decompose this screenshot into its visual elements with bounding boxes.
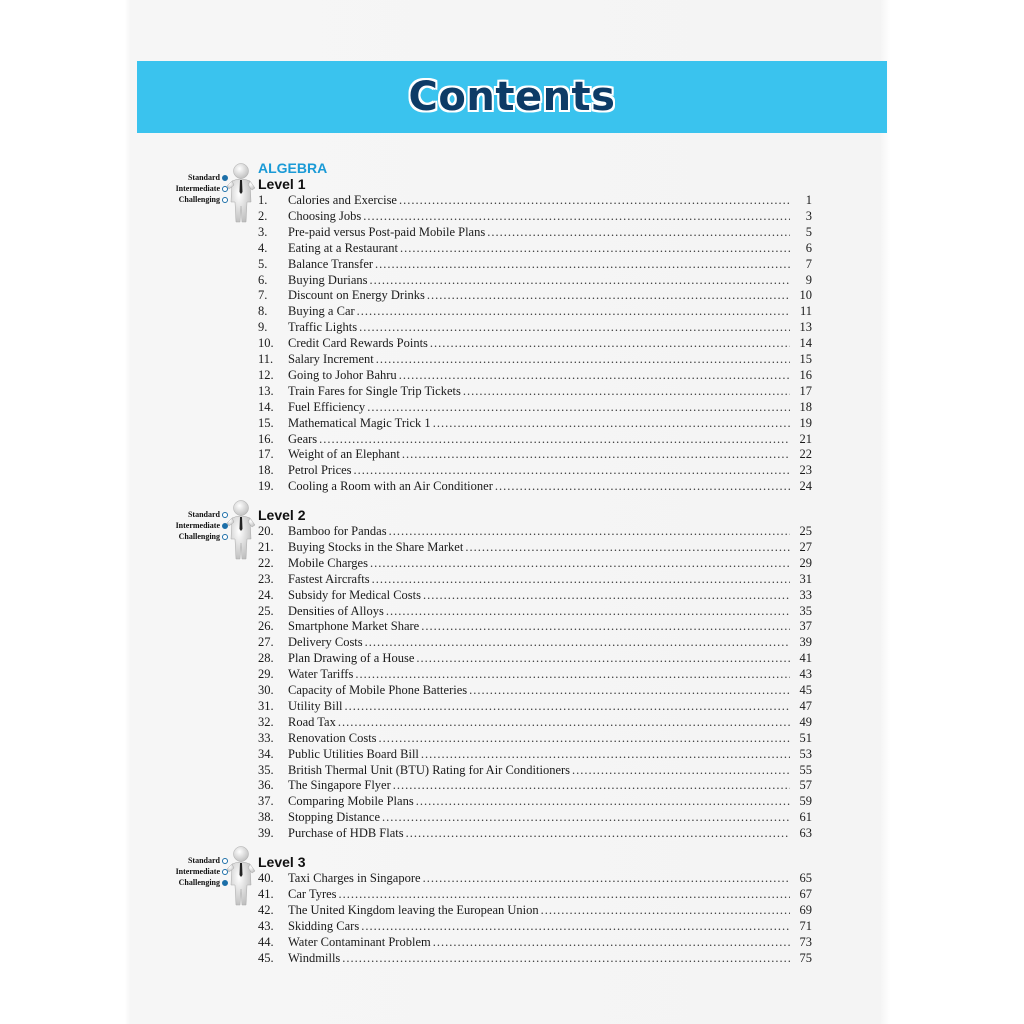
toc-entry-title[interactable]: Bamboo for Pandas: [288, 524, 387, 538]
toc-entry-title[interactable]: Credit Card Rewards Points: [288, 336, 428, 351]
difficulty-label-intermediate: [176, 520, 228, 531]
difficulty-labels: [176, 509, 228, 542]
toc-entry[interactable]: [258, 950, 812, 966]
dot-leader: [386, 603, 790, 619]
toc-entry-number: 12.: [258, 367, 274, 382]
toc-entry-title[interactable]: Capacity of Mobile Phone Batteries: [288, 683, 468, 697]
dot-leader: [379, 730, 790, 746]
toc-entry-page: 59: [799, 794, 812, 809]
toc-entry-title[interactable]: Balance Transfer: [288, 256, 374, 271]
toc-entry-number: 6.: [258, 272, 268, 287]
dot-leader: [389, 523, 790, 539]
toc-entry-title[interactable]: Subsidy for Medical Costs: [288, 587, 421, 602]
toc-entry[interactable]: [258, 682, 812, 698]
toc-entry-number: 35.: [258, 762, 274, 777]
toc-entry-title[interactable]: The United Kingdom leaving the European Union: [288, 902, 539, 917]
toc-entry-page: 37: [799, 619, 812, 634]
toc-entry-number: 20.: [258, 524, 274, 538]
toc-entry[interactable]: [258, 762, 812, 778]
dot-leader: [487, 224, 790, 240]
toc-entry-title[interactable]: Mobile Charges: [288, 555, 368, 570]
toc-entry-page: 61: [799, 810, 812, 825]
toc-entry-page: 29: [799, 555, 812, 570]
toc-entry-page: 27: [799, 539, 812, 554]
toc-entry-page: 43: [799, 667, 812, 682]
dot-leader: [416, 650, 790, 666]
toc-entry-number: 38.: [258, 810, 274, 825]
toc-entry[interactable]: [258, 902, 812, 918]
toc-entry-title[interactable]: Pre-paid versus Post-paid Mobile Plans: [288, 224, 486, 239]
difficulty-indicator: [166, 499, 256, 561]
toc-entry-title[interactable]: Skidding Cars: [288, 918, 360, 933]
toc-entry-page: 7: [805, 256, 812, 271]
toc-entry[interactable]: [258, 886, 812, 902]
toc-entry[interactable]: [258, 809, 812, 825]
difficulty-labels: [176, 172, 228, 205]
dot-leader: [433, 934, 790, 950]
toc-entry-page: 9: [805, 272, 812, 287]
dot-leader: [338, 714, 790, 730]
toc-entry-number: 43.: [258, 918, 274, 933]
difficulty-label-intermediate: [176, 866, 228, 877]
difficulty-indicator: [166, 845, 256, 907]
toc-entry-page: 33: [799, 587, 812, 602]
toc-entry-number: 33.: [258, 730, 274, 745]
toc-entry-page: 47: [799, 698, 812, 713]
dot-leader: [463, 383, 790, 399]
page-title: Contents: [408, 74, 616, 120]
toc-entry-title[interactable]: Stopping Distance: [288, 810, 381, 825]
toc-entry-number: 45.: [258, 950, 274, 965]
level-title: Level 1: [258, 176, 306, 192]
toc-entry-page: 63: [799, 826, 812, 841]
toc-entry-number: 2.: [258, 208, 268, 223]
dot-leader: [402, 446, 790, 462]
toc-entry-number: 5.: [258, 256, 268, 271]
toc-entry-number: 19.: [258, 479, 274, 494]
difficulty-label-standard: [176, 172, 228, 183]
difficulty-label-challenging: [176, 194, 228, 205]
difficulty-label-standard: [176, 509, 228, 520]
toc-entry-number: 3.: [258, 224, 268, 239]
difficulty-label-text: Intermediate: [175, 521, 220, 530]
dot-leader: [421, 618, 790, 634]
toc-entry-page: 14: [799, 336, 812, 351]
toc-entry-title[interactable]: Fastest Aircrafts: [288, 571, 370, 586]
toc-entry-title[interactable]: Petrol Prices: [288, 463, 352, 478]
toc-entry-page: 73: [799, 934, 812, 949]
dot-leader: [423, 870, 790, 886]
toc-entry[interactable]: [258, 462, 812, 478]
difficulty-label-text: Standard: [187, 510, 220, 519]
toc-entry-page: 31: [799, 571, 812, 586]
toc-entry-number: 40.: [258, 871, 274, 885]
dot-leader: [399, 192, 790, 208]
dot-leader: [469, 682, 790, 698]
toc-entry[interactable]: [258, 714, 812, 730]
toc-entry-number: 15.: [258, 415, 274, 430]
toc-entry-title[interactable]: Renovation Costs: [288, 730, 377, 745]
toc-entry-number: 4.: [258, 240, 268, 255]
toc-entry-page: 1: [805, 193, 812, 207]
toc-entry-number: 39.: [258, 826, 274, 841]
dot-leader: [423, 587, 790, 603]
toc-entry[interactable]: [258, 539, 812, 555]
toc-entry[interactable]: [258, 523, 812, 539]
toc-entry-page: 16: [799, 367, 812, 382]
toc-entry-page: 3: [805, 208, 812, 223]
toc-entry-title[interactable]: Public Utilities Board Bill: [288, 746, 419, 761]
toc-entry-page: 57: [799, 778, 812, 793]
difficulty-label-text: Intermediate: [175, 867, 220, 876]
toc-entry-title[interactable]: Buying a Car: [288, 304, 355, 319]
difficulty-label-challenging: [176, 877, 228, 888]
toc-entry[interactable]: [258, 287, 812, 303]
toc-entry-title[interactable]: Salary Increment: [288, 352, 374, 366]
toc-entry-number: 18.: [258, 463, 274, 478]
toc-entry[interactable]: [258, 208, 812, 224]
toc-entry[interactable]: [258, 650, 812, 666]
section-title-algebra: ALGEBRA: [258, 160, 328, 176]
toc-entry-page: 24: [799, 479, 812, 494]
toc-entry-number: 13.: [258, 383, 274, 398]
toc-entry-number: 16.: [258, 431, 274, 446]
difficulty-indicator: [166, 162, 256, 224]
dot-leader: [357, 303, 790, 319]
toc-entry-number: 41.: [258, 886, 274, 901]
toc-entry-number: 27.: [258, 635, 274, 650]
dot-leader: [342, 950, 790, 966]
toc-entry-title[interactable]: Going to Johor Bahru: [288, 367, 397, 382]
difficulty-label-text: Challenging: [178, 195, 220, 204]
difficulty-label-standard: [176, 855, 228, 866]
toc-entry-title[interactable]: Car Tyres: [288, 886, 337, 901]
toc-entry-title[interactable]: Water Tariffs: [288, 667, 354, 682]
toc-entry[interactable]: [258, 698, 812, 714]
toc-entry-title[interactable]: Cooling a Room with an Air Conditioner: [288, 479, 493, 494]
toc-entry[interactable]: [258, 793, 812, 809]
difficulty-labels: [176, 855, 228, 888]
toc-entry-title[interactable]: Choosing Jobs: [288, 208, 362, 223]
dot-leader: [495, 478, 790, 494]
toc-entry-title[interactable]: Comparing Mobile Plans: [288, 794, 414, 809]
dot-leader: [430, 335, 790, 351]
toc-entry-number: 24.: [258, 587, 274, 602]
level-title: Level 2: [258, 507, 306, 523]
dot-leader: [421, 746, 790, 762]
toc-entry[interactable]: [258, 555, 812, 571]
toc-entry-page: 75: [799, 950, 812, 965]
toc-entry-page: 51: [799, 730, 812, 745]
difficulty-label-text: Challenging: [178, 532, 220, 541]
toc-entry-page: 65: [799, 871, 812, 885]
toc-entry[interactable]: [258, 934, 812, 950]
toc-entry-title[interactable]: British Thermal Unit (BTU) Rating for Air Conditioners: [288, 762, 571, 777]
toc-entry-number: 32.: [258, 714, 274, 729]
toc-entry[interactable]: [258, 399, 812, 415]
person-figure-icon: [226, 499, 256, 561]
difficulty-label-text: Standard: [187, 173, 220, 182]
toc-entry-title[interactable]: Train Fares for Single Trip Tickets: [288, 383, 461, 398]
toc-entry[interactable]: [258, 618, 812, 634]
toc-entry-number: 22.: [258, 555, 274, 570]
difficulty-label-text: Intermediate: [175, 184, 220, 193]
dot-leader: [370, 272, 790, 288]
toc-entry-title[interactable]: Windmills: [288, 950, 341, 965]
dot-leader: [416, 793, 790, 809]
toc-entry-page: 5: [805, 224, 812, 239]
toc-entry-number: 1.: [258, 193, 268, 207]
toc-entry-number: 17.: [258, 447, 274, 462]
toc-entry-page: 18: [799, 399, 812, 414]
toc-entry[interactable]: [258, 603, 812, 619]
toc-entry[interactable]: [258, 746, 812, 762]
toc-entry-number: 11.: [258, 352, 274, 366]
person-figure-icon: [226, 162, 256, 224]
person-figure-icon: [226, 845, 256, 907]
toc-entry[interactable]: [258, 303, 812, 319]
toc-entry[interactable]: [258, 351, 812, 367]
toc-entry[interactable]: [258, 587, 812, 603]
toc-entry-title[interactable]: Buying Stocks in the Share Market: [288, 539, 464, 554]
toc-entry[interactable]: [258, 431, 812, 447]
toc-entry-number: 44.: [258, 934, 274, 949]
toc-entry-number: 42.: [258, 902, 274, 917]
toc-entry-title[interactable]: Calories and Exercise: [288, 193, 397, 207]
dot-leader: [339, 886, 790, 902]
toc-entry-page: 41: [799, 651, 812, 666]
toc-entry-page: 6: [805, 240, 812, 255]
toc-entry-title[interactable]: Water Contaminant Problem: [288, 934, 431, 949]
dot-leader: [393, 777, 790, 793]
toc-entry-title[interactable]: Weight of an Elephant: [288, 447, 400, 462]
toc-entry-title[interactable]: Plan Drawing of a House: [288, 651, 415, 666]
difficulty-label-challenging: [176, 531, 228, 542]
toc-entry-page: 45: [799, 683, 812, 697]
toc-entry-title[interactable]: Traffic Lights: [288, 320, 358, 335]
toc-entry[interactable]: [258, 272, 812, 288]
dot-leader: [363, 208, 790, 224]
toc-entry-page: 69: [799, 902, 812, 917]
toc-entry-title[interactable]: Buying Durians: [288, 272, 368, 287]
dot-leader: [465, 539, 790, 555]
toc-entry[interactable]: [258, 478, 812, 494]
toc-entry-number: 37.: [258, 794, 274, 809]
toc-entry-title[interactable]: Gears: [288, 431, 318, 446]
toc-entry-page: 17: [799, 383, 812, 398]
toc-entry[interactable]: [258, 666, 812, 682]
toc-entry-number: 9.: [258, 320, 268, 335]
toc-entry-title[interactable]: Utility Bill: [288, 698, 343, 713]
toc-entry-title[interactable]: Delivery Costs: [288, 635, 363, 650]
toc-entry[interactable]: [258, 730, 812, 746]
dot-leader: [541, 902, 790, 918]
toc-entry-number: 21.: [258, 539, 274, 554]
toc-entry-page: 19: [799, 415, 812, 430]
toc-entry-number: 31.: [258, 698, 274, 713]
toc-entry-number: 34.: [258, 746, 274, 761]
dot-leader: [399, 367, 790, 383]
dot-leader: [376, 351, 790, 367]
toc-entry-page: 25: [799, 524, 812, 538]
toc-entry-number: 7.: [258, 288, 268, 303]
toc-entry-title[interactable]: Mathematical Magic Trick 1: [288, 415, 431, 430]
dot-leader: [572, 762, 790, 778]
dot-leader: [382, 809, 790, 825]
toc-entry-number: 28.: [258, 651, 274, 666]
toc-entry-title[interactable]: Discount on Energy Drinks: [288, 288, 425, 303]
toc-entry[interactable]: [258, 918, 812, 934]
dot-leader: [359, 319, 790, 335]
toc-entry-title[interactable]: The Singapore Flyer: [288, 778, 391, 793]
toc-entry-page: 15: [799, 352, 812, 366]
toc-entry-page: 49: [799, 714, 812, 729]
dot-leader: [375, 256, 790, 272]
toc-entry[interactable]: [258, 367, 812, 383]
dot-leader: [433, 415, 790, 431]
toc-entry-page: 23: [799, 463, 812, 478]
dot-leader: [355, 666, 790, 682]
toc-entry-number: 30.: [258, 683, 274, 697]
toc-entry-number: 10.: [258, 336, 274, 351]
toc-entry-page: 39: [799, 635, 812, 650]
toc-entry[interactable]: [258, 335, 812, 351]
dot-leader: [365, 634, 790, 650]
toc-entry-page: 67: [799, 886, 812, 901]
difficulty-label-text: Standard: [187, 856, 220, 865]
toc-entry[interactable]: [258, 634, 812, 650]
toc-entry-page: 13: [799, 320, 812, 335]
toc-entry[interactable]: [258, 383, 812, 399]
dot-leader: [427, 287, 790, 303]
toc-entry-number: 29.: [258, 667, 274, 682]
toc-entry-title[interactable]: Fuel Efficiency: [288, 399, 366, 414]
toc-entry-page: 53: [799, 746, 812, 761]
toc-entry-number: 8.: [258, 304, 268, 319]
toc-entry-title[interactable]: Smartphone Market Share: [288, 619, 420, 634]
toc-entry-page: 10: [799, 288, 812, 303]
toc-entry-title[interactable]: Purchase of HDB Flats: [288, 826, 404, 841]
toc-entry-page: 21: [799, 431, 812, 446]
toc-entry-page: 11: [799, 304, 812, 319]
toc-entry[interactable]: [258, 192, 812, 208]
toc-entry[interactable]: [258, 870, 812, 886]
toc-entry-number: 26.: [258, 619, 274, 634]
toc-entry-number: 14.: [258, 399, 274, 414]
toc-entry[interactable]: [258, 224, 812, 240]
toc-entry[interactable]: [258, 240, 812, 256]
toc-entry[interactable]: [258, 256, 812, 272]
toc-entry-page: 55: [799, 762, 812, 777]
toc-entry[interactable]: [258, 319, 812, 335]
toc-entry[interactable]: [258, 571, 812, 587]
toc-entry[interactable]: [258, 446, 812, 462]
dot-leader: [361, 918, 790, 934]
dot-leader: [406, 825, 790, 841]
difficulty-label-intermediate: [176, 183, 228, 194]
dot-leader: [400, 240, 790, 256]
toc-entry[interactable]: [258, 825, 812, 841]
toc-entry-number: 25.: [258, 603, 274, 618]
difficulty-label-text: Challenging: [178, 878, 220, 887]
toc-entry-page: 71: [799, 918, 812, 933]
toc-entry-number: 36.: [258, 778, 274, 793]
toc-entry[interactable]: [258, 777, 812, 793]
toc-entry-title[interactable]: Taxi Charges in Singapore: [288, 871, 421, 885]
toc-entry-page: 22: [799, 447, 812, 462]
dot-leader: [370, 555, 790, 571]
dot-leader: [372, 571, 790, 587]
dot-leader: [354, 462, 790, 478]
dot-leader: [319, 431, 790, 447]
toc-entry[interactable]: [258, 415, 812, 431]
toc-entry-number: 23.: [258, 571, 274, 586]
dot-leader: [345, 698, 790, 714]
dot-leader: [367, 399, 790, 415]
toc-entry-title[interactable]: Road Tax: [288, 714, 336, 729]
toc-entry-title[interactable]: Densities of Alloys: [288, 603, 384, 618]
level-title: Level 3: [258, 854, 306, 870]
toc-entry-page: 35: [799, 603, 812, 618]
contents-banner: [137, 61, 887, 133]
toc-entry-title[interactable]: Eating at a Restaurant: [288, 240, 399, 255]
